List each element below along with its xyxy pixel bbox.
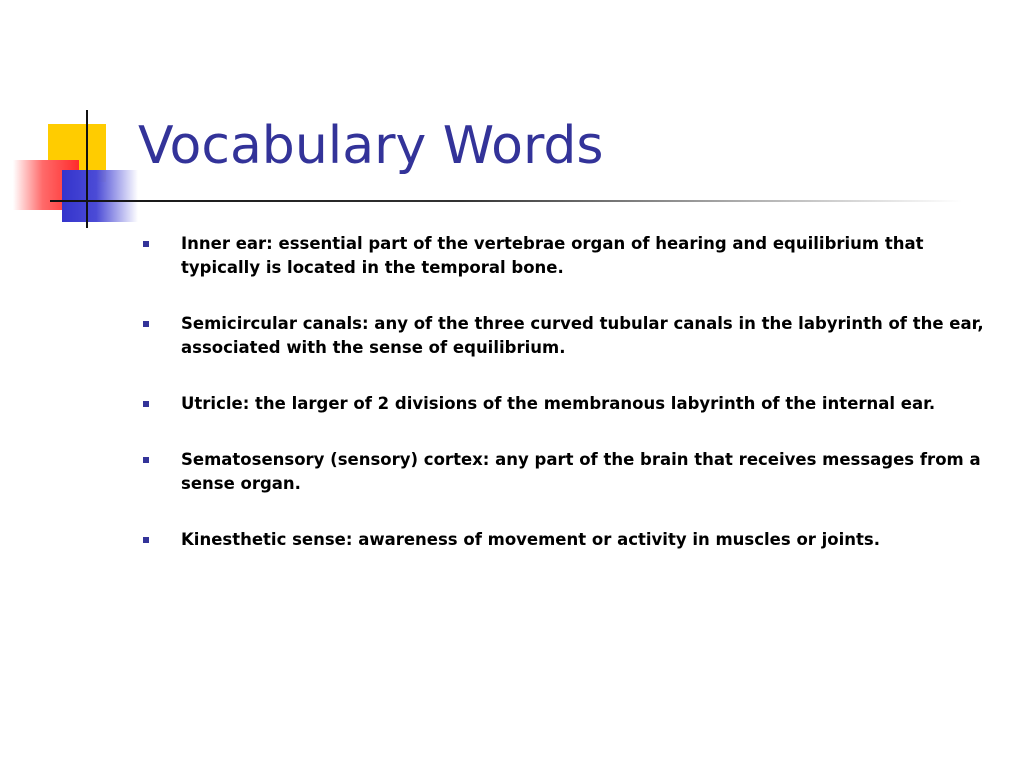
vocabulary-list — [140, 232, 1000, 584]
list-item — [140, 312, 1000, 360]
bullet-text: Sematosensory (sensory) cortex: any part of the brain that receives messages from a sense organ. — [181, 450, 981, 493]
corner-decoration — [0, 0, 150, 240]
bullet-text: Kinesthetic sense: awareness of movement or activity in muscles or joints. — [181, 530, 881, 549]
list-item — [140, 392, 1000, 416]
square-bullet-icon — [143, 537, 149, 543]
list-item — [140, 528, 1000, 552]
vertical-rule — [86, 110, 88, 228]
list-item — [140, 232, 1000, 280]
square-bullet-icon — [143, 457, 149, 463]
square-bullet-icon — [143, 321, 149, 327]
title-underline-rule — [50, 200, 962, 202]
bullet-text: Inner ear: essential part of the vertebrae organ of hearing and equilibrium that typically is located in the temporal bone. — [181, 234, 924, 277]
bullet-text: Utricle: the larger of 2 divisions of the membranous labyrinth of the internal ear. — [181, 394, 936, 413]
list-item — [140, 448, 1000, 496]
square-bullet-icon — [143, 241, 149, 247]
bullet-text: Semicircular canals: any of the three curved tubular canals in the labyrinth of the ear, associated with the sense of equilibrium. — [181, 314, 984, 357]
slide-title: Vocabulary Words — [138, 116, 604, 176]
blue-square-decoration — [62, 170, 138, 222]
square-bullet-icon — [143, 401, 149, 407]
